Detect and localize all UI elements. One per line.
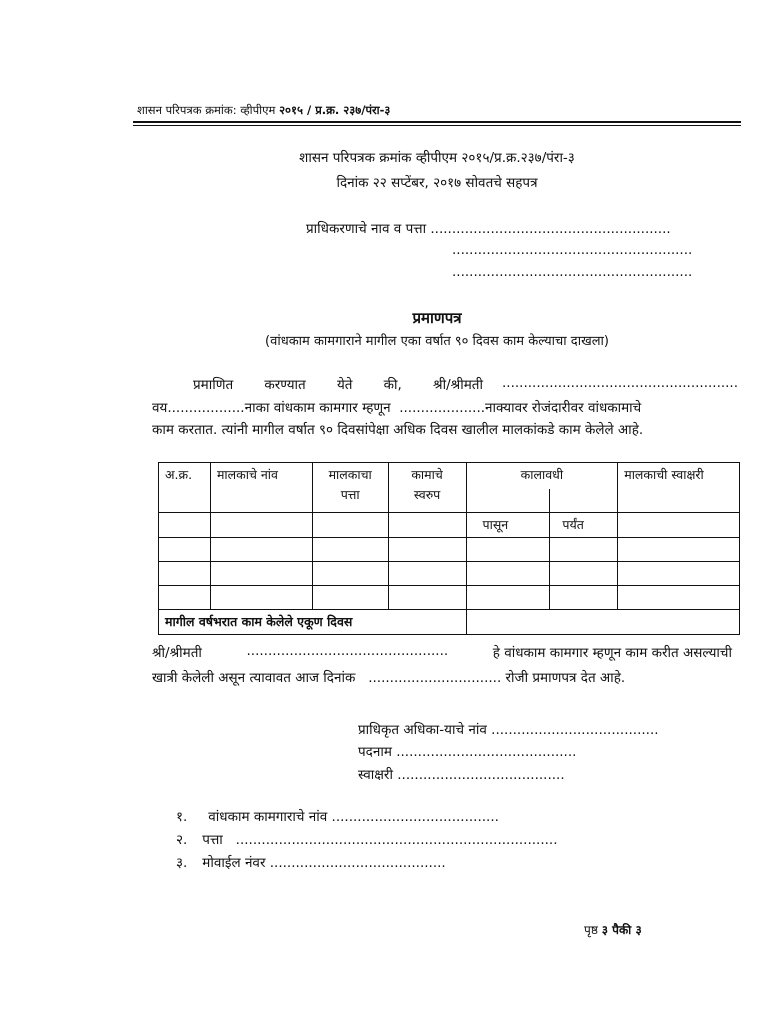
para2-line2-text: खात्री केलेली असून त्यावावत आज दिनांक	[152, 670, 356, 686]
header-rule-thick	[133, 121, 741, 123]
officer-designation-line	[358, 742, 576, 760]
total-days-value	[466, 610, 740, 635]
certificate-title: प्रमाणपत्र	[412, 309, 462, 327]
worker-item-number: ३.	[176, 855, 188, 871]
header-owner-address: मालकाचा पत्ता	[312, 463, 388, 513]
para1-age-label: वय	[152, 400, 168, 416]
table-row	[159, 513, 740, 538]
para1-word: की,	[383, 377, 402, 393]
officer-signature-line	[358, 765, 565, 783]
authority-dots-1: ........................................................	[430, 221, 671, 237]
para1-naka-dots: ....................	[399, 400, 486, 416]
certificate-subtitle: (वांधकाम कामगाराने मागील एका वर्षात ९० दिवस काम केल्याचा दाखला)	[265, 334, 609, 349]
circular-heading-line1: शासन परिपत्रक क्रमांक व्हीपीएम २०१५/प्र.क्र.२३७/पंरा-३	[299, 150, 575, 166]
header-owner-signature: मालकाची स्वाक्षरी	[618, 463, 740, 513]
officer-signature-label: स्वाक्षरी	[358, 767, 393, 783]
table-row	[159, 538, 740, 562]
officer-name-dots: .......................................	[491, 722, 659, 738]
header-period: कालावधी	[466, 463, 618, 490]
officer-designation-label: पदनाम	[358, 744, 392, 760]
worker-item	[176, 807, 499, 825]
para2-line1-text: हे वांधकाम कामगार म्हणून काम करीत असल्याची	[492, 645, 732, 661]
officer-name-line	[358, 720, 659, 738]
para1-age-dots: ..................	[167, 400, 245, 416]
table-row	[159, 562, 740, 586]
para1-name-dots: .......................................................	[502, 375, 739, 391]
table-header-row	[159, 463, 740, 490]
para1-line2-text: नाका वांधकाम कामगार म्हणून	[244, 400, 391, 416]
header-sr: अ.क्र.	[159, 463, 211, 513]
subheader-to: पर्यंत	[550, 513, 618, 538]
para1-line2	[152, 398, 641, 416]
worker-item-dots: .......................................	[331, 809, 499, 825]
page-number	[584, 921, 642, 938]
running-header-text-b: २०१५ / प्र.क्र. २३७/पंरा-३	[279, 103, 391, 117]
para2-date-dots: ...............................	[368, 670, 502, 686]
para2-name-dots: ...............................................	[246, 643, 449, 659]
worker-item-dots: .........................................	[269, 855, 446, 871]
worker-item	[176, 853, 446, 871]
table-row	[159, 586, 740, 610]
header-period-spacer	[466, 489, 550, 513]
para2-line1	[152, 643, 732, 661]
authority-line	[306, 219, 671, 237]
worker-item-number: १.	[176, 809, 188, 825]
authority-dots-3: ........................................................	[452, 264, 693, 280]
para1-word: प्रमाणित	[193, 377, 234, 393]
officer-designation-dots: ..........................................	[396, 744, 577, 760]
para2-line2	[152, 668, 625, 686]
authority-label: प्राधिकरणाचे नाव व पत्ता	[306, 221, 427, 237]
circular-heading-line2: दिनांक २२ सप्टेंबर, २०१७ सोवतचे सहपत्र	[336, 175, 538, 191]
officer-name-label: प्राधिकृत अधिका-याचे नांव	[358, 722, 487, 738]
header-period-spacer	[550, 489, 618, 513]
para1-word: करण्यात	[264, 377, 306, 393]
para1-line3: काम करतात. त्यांनी मागील वर्षात ९० दिवसांपेक्षा अधिक दिवस खालील मालकांकडे काम केलेले आहे.	[152, 422, 644, 438]
running-header	[137, 103, 390, 118]
subheader-from: पासून	[466, 513, 550, 538]
para1-word: येते	[336, 377, 353, 393]
worker-item-label: वांधकाम कामगाराचे नांव	[208, 809, 328, 825]
para1-line2-tail: नाक्यावर रोजंदारीवर वांधकामाचे	[485, 400, 642, 416]
table-total-row	[159, 610, 740, 635]
para1-word: श्री/श्रीमती	[433, 377, 483, 393]
para2-prefix: श्री/श्रीमती	[152, 645, 202, 661]
worker-item-dots: ...........................................................................	[235, 832, 558, 848]
worker-item-label: पत्ता	[202, 832, 223, 848]
worker-item-number: २.	[176, 832, 188, 848]
worker-item-label: मोवाईल नंवर	[202, 855, 266, 871]
header-work-type: कामाचे स्वरुप	[388, 463, 466, 513]
page-number-value: ३ पैकी ३	[601, 923, 642, 937]
total-days-label: मागील वर्षभरात काम केलेले एकूण दिवस	[159, 610, 467, 635]
page-number-label: पृष्ठ	[584, 923, 598, 937]
officer-signature-dots: .......................................	[397, 767, 565, 783]
para1-line1-words	[193, 375, 483, 393]
running-header-text-a: शासन परिपत्रक क्रमांक: व्हीपीएम	[137, 103, 276, 117]
authority-dots-2: ........................................................	[452, 242, 693, 258]
employer-table	[158, 462, 740, 635]
para2-line2-tail: रोजी प्रमाणपत्र देत आहे.	[505, 670, 626, 686]
worker-item	[176, 830, 558, 848]
header-rule-thin	[133, 125, 741, 126]
header-owner-name: मालकाचे नांव	[210, 463, 312, 513]
